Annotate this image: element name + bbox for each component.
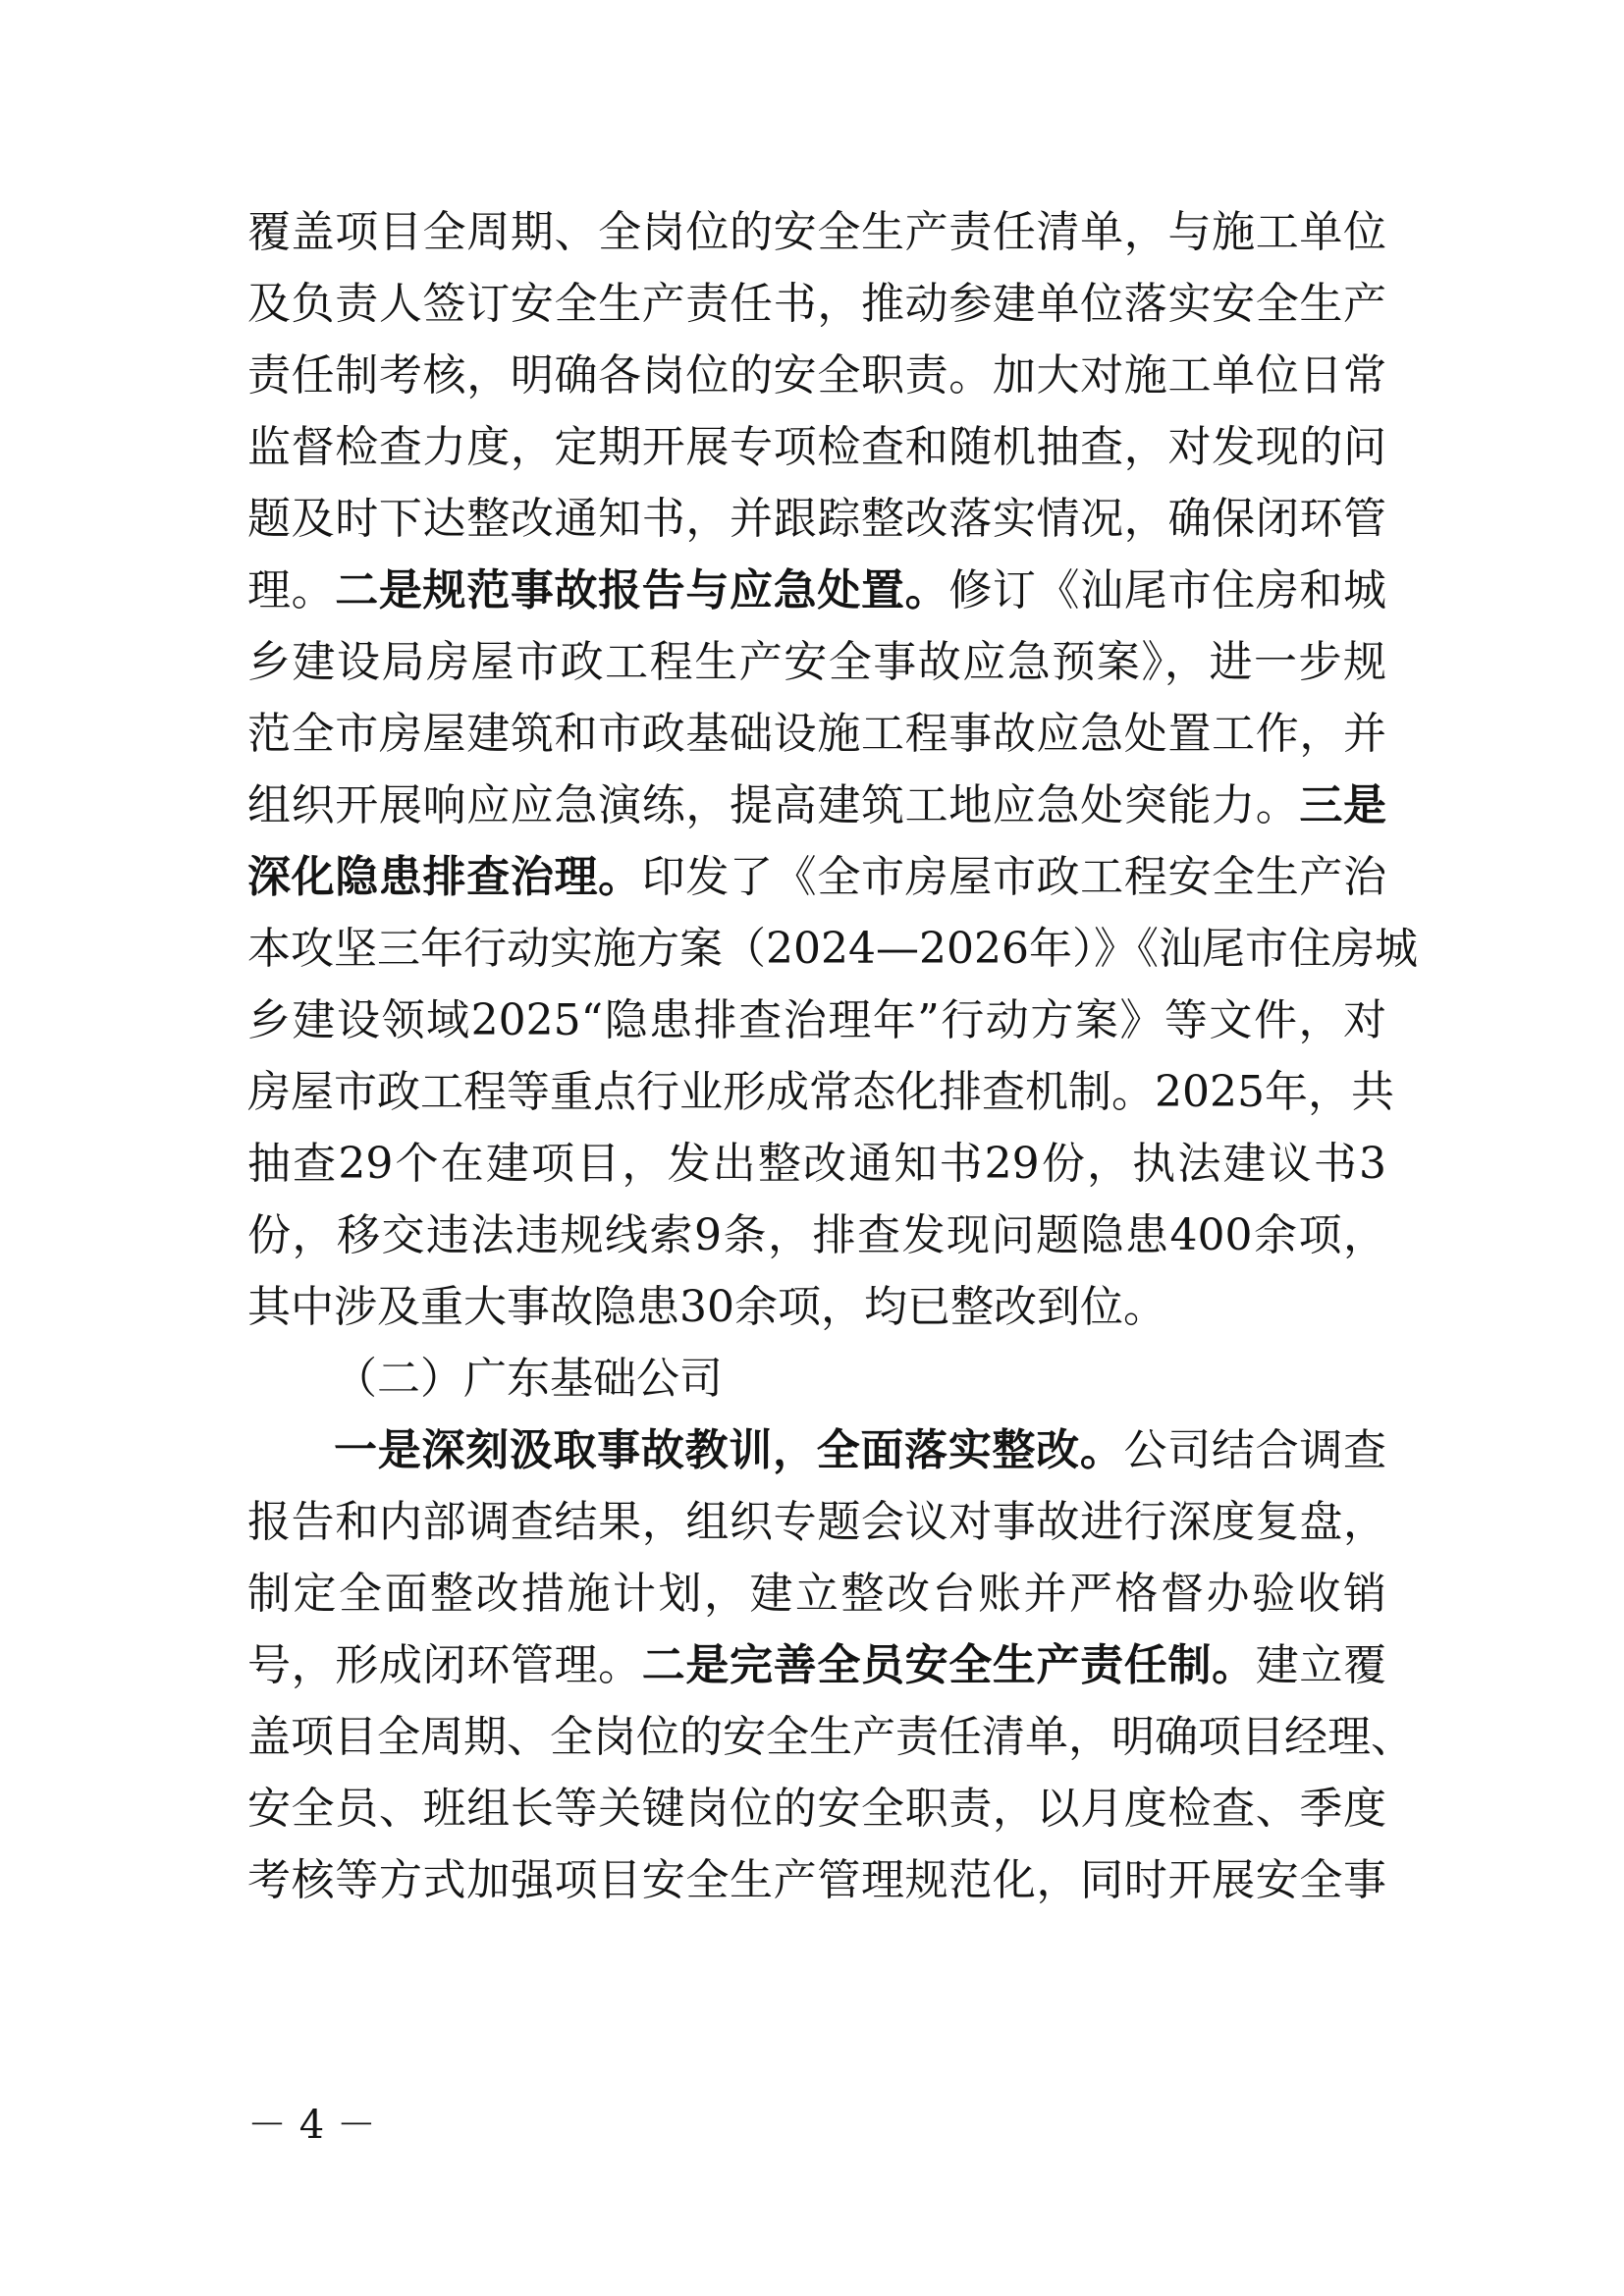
paragraph-line: 考核等方式加强项目安全生产管理规范化，同时开展安全事 [247, 1855, 1386, 1905]
paragraph-line: 乡建设领域2025“隐患排查治理年”行动方案》等文件，对 [247, 995, 1386, 1045]
paragraph-line: 题及时下达整改通知书，并跟踪整改落实情况，确保闭环管 [247, 494, 1386, 544]
paragraph-line: 房屋市政工程等重点行业形成常态化排查机制。2025年，共 [247, 1067, 1394, 1117]
section-heading: （二）广东基础公司 [334, 1354, 723, 1404]
paragraph-line: 责任制考核，明确各岗位的安全职责。加大对施工单位日常 [247, 350, 1386, 400]
bold-phrase: 二是完善全员安全生产责任制。 [641, 1640, 1256, 1690]
bold-phrase: 三是 [1299, 780, 1386, 830]
paragraph-line: 理。二是规范事故报告与应急处置。修订《汕尾市住房和城 [247, 565, 1387, 615]
paragraph-line: 其中涉及重大事故隐患30余项，均已整改到位。 [247, 1282, 1166, 1332]
paragraph-line: 一是深刻汲取事故教训，全面落实整改。公司结合调查 [334, 1425, 1387, 1475]
paragraph-line: 乡建设局房屋市政工程生产安全事故应急预案》，进一步规 [247, 637, 1386, 687]
bold-phrase: 深化隐患排查治理。 [247, 852, 642, 902]
paragraph-line: 覆盖项目全周期、全岗位的安全生产责任清单，与施工单位 [247, 207, 1386, 257]
page-number: － 4 － [247, 2103, 376, 2148]
paragraph-line: 组织开展响应应急演练，提高建筑工地应急处突能力。三是 [247, 780, 1386, 830]
paragraph-line: 深化隐患排查治理。印发了《全市房屋市政工程安全生产治 [247, 852, 1387, 902]
paragraph-line: 及负责人签订安全生产责任书，推动参建单位落实安全生产 [247, 279, 1386, 329]
paragraph-line: 安全员、班组长等关键岗位的安全职责，以月度检查、季度 [247, 1784, 1386, 1834]
paragraph-line: 本攻坚三年行动实施方案（2024—2026年）》《汕尾市住房城 [247, 924, 1418, 974]
paragraph-line: 份，移交违法违规线索9条，排查发现问题隐患400余项， [247, 1210, 1386, 1260]
paragraph-line: 监督检查力度，定期开展专项检查和随机抽查，对发现的问 [247, 422, 1386, 472]
paragraph-line: 抽查29个在建项目，发出整改通知书29份，执法建议书3 [247, 1139, 1386, 1189]
bold-phrase: 二是规范事故报告与应急处置。 [335, 565, 949, 615]
paragraph-line: 制定全面整改措施计划，建立整改台账并严格督办验收销 [247, 1569, 1386, 1619]
paragraph-line: 报告和内部调查结果，组织专题会议对事故进行深度复盘， [247, 1497, 1386, 1547]
bold-phrase: 一是深刻汲取事故教训，全面落实整改。 [334, 1425, 1124, 1475]
paragraph-line: 范全市房屋建筑和市政基础设施工程事故应急处置工作，并 [247, 709, 1386, 759]
paragraph-line: 号，形成闭环管理。二是完善全员安全生产责任制。建立覆 [247, 1640, 1387, 1690]
paragraph-line: 盖项目全周期、全岗位的安全生产责任清单，明确项目经理、 [247, 1712, 1414, 1762]
